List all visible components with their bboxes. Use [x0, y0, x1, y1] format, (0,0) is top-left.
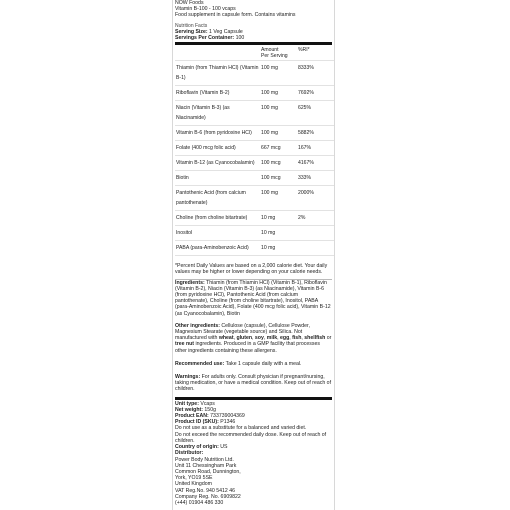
- recommended-use-label: Recommended use:: [175, 360, 225, 367]
- nutrition-row: [175, 171, 334, 186]
- other-ingredients-section: [175, 323, 332, 354]
- nutrition-table: [175, 45, 334, 256]
- product-details: [175, 401, 332, 506]
- nutrient-amount: 10 mg: [260, 241, 297, 256]
- nutrient-amount: 100 mg: [260, 186, 297, 211]
- nutrient-name: Riboflavin (Vitamin B-2): [175, 86, 260, 101]
- nutrient-name: Biotin: [175, 171, 260, 186]
- allergen-item: milk: [266, 335, 278, 342]
- nutrient-amount: 100 mcg: [260, 156, 297, 171]
- nutrient-amount: 100 mcg: [260, 171, 297, 186]
- nutrient-ri: 5882%: [297, 126, 334, 141]
- header-amount-line2: Per Serving: [261, 53, 288, 60]
- nutrient-amount: 100 mg: [260, 61, 297, 86]
- allergen-item: shellfish: [304, 335, 326, 342]
- other-ingredients-text: Cellulose (capsule), Cellulose Powder, Magnesium Stearate (vegetable source) and Silica. Not manufactured with: [175, 322, 310, 342]
- nutrient-name: Thiamin (from Thiamin HCl) (Vitamin B-1): [175, 61, 260, 86]
- unit-type-label: Unit type:: [175, 400, 199, 407]
- header-ri: %RI*: [297, 45, 334, 61]
- allergen-item: gluten: [236, 335, 252, 342]
- product-info-sheet: [172, 0, 335, 510]
- distributor-line: Company Reg. No. 6909822: [175, 493, 241, 500]
- header-blank: [175, 45, 260, 61]
- allergen-item: soy: [254, 335, 264, 342]
- nutrient-ri: 8333%: [297, 61, 334, 86]
- distributor-address: [175, 457, 332, 507]
- nutrition-row: [175, 241, 334, 256]
- ean-value: 733739004369: [210, 413, 245, 420]
- allergen-item: wheat: [218, 335, 234, 342]
- nutrient-amount: 100 mg: [260, 126, 297, 141]
- nutrition-table-header: [175, 45, 334, 61]
- distributor-line: VAT Reg.No. 940 5412 46: [175, 487, 235, 494]
- distributor-line: York, YO19 5SE: [175, 475, 213, 482]
- nutrient-amount: 10 mg: [260, 211, 297, 226]
- sku-value: P1346: [220, 419, 236, 426]
- nutrition-row: [175, 141, 334, 156]
- recommended-use-section: [175, 361, 332, 367]
- nutrition-row: [175, 101, 334, 126]
- nutrient-amount: 667 mcg: [260, 141, 297, 156]
- distributor-line: Unit 11 Chessingham Park: [175, 462, 237, 469]
- nutrition-row: [175, 156, 334, 171]
- other-ingredients-text2: ingredients. Produced in a GMP facility that processes other ingredients containing these allergens.: [175, 341, 320, 354]
- distributor-line: United Kingdom: [175, 481, 212, 488]
- nutrient-ri: 7692%: [297, 86, 334, 101]
- ingredients-section: [175, 280, 332, 317]
- usage-note-2: Do not exceed the recommended daily dose. Keep out of reach of children.: [175, 431, 327, 444]
- servings-label: Servings Per Container:: [175, 35, 235, 42]
- details-divider: [175, 397, 332, 400]
- serving-size-label: Serving Size:: [175, 28, 208, 35]
- other-ingredients-label: Other ingredients:: [175, 322, 220, 329]
- product-description: Food supplement in capsule form. Contains vitamins: [175, 12, 296, 19]
- nutrient-ri: 4167%: [297, 156, 334, 171]
- nutrition-row: [175, 226, 334, 241]
- nutrition-row: [175, 61, 334, 86]
- nutrient-amount: 100 mg: [260, 101, 297, 126]
- nutrient-name: PABA (para-Aminobenzoic Acid): [175, 241, 260, 256]
- nutrient-ri: 625%: [297, 101, 334, 126]
- nutrition-row: [175, 186, 334, 211]
- nutrient-ri: [297, 226, 334, 241]
- warnings-section: [175, 374, 332, 393]
- usage-note-1: Do not use as a substitute for a balanced and varied diet.: [175, 425, 307, 432]
- nutrient-name: Choline (from choline bitartrate): [175, 211, 260, 226]
- nutrient-name: Niacin (Vitamin B-3) (as Niacinamide): [175, 101, 260, 126]
- allergen-item: egg: [280, 335, 290, 342]
- distributor-line: Power Body Nutrition Ltd.: [175, 456, 234, 463]
- product-header: [175, 0, 332, 19]
- nutrient-name: Pantothenic Acid (from calcium pantothenate): [175, 186, 260, 211]
- nutrient-name: Vitamin B-6 (from pyridoxine HCl): [175, 126, 260, 141]
- servings-value: 100: [235, 35, 245, 42]
- country-label: Country of origin:: [175, 444, 219, 451]
- sku-label: Product ID (SKU):: [175, 419, 219, 426]
- brand-name: NOW Foods: [175, 0, 204, 6]
- warnings-text: For adults only. Consult physician if pregnant/nursing, taking medication, or have a medical condition. Keep out of reach of children.: [175, 374, 332, 393]
- allergen-item: fish: [292, 335, 302, 342]
- ean-label: Product EAN:: [175, 413, 209, 420]
- daily-value-footnote: *Percent Daily Values are based on a 2,000 calorie diet. Your daily values may be higher or lower depending on your calorie needs.: [175, 263, 328, 276]
- nutrient-ri: 2%: [297, 211, 334, 226]
- serving-size-value: 1 Veg Capsule: [209, 28, 243, 35]
- nutrient-name: Vitamin B-12 (as Cyanocobalamin): [175, 156, 260, 171]
- nutrient-ri: 2000%: [297, 186, 334, 211]
- header-amount-line1: Amount: [261, 47, 279, 54]
- net-weight-label: Net weight:: [175, 406, 203, 413]
- nutrition-row: [175, 86, 334, 101]
- warnings-label: Warnings:: [175, 374, 201, 381]
- nutrition-facts-title: Nutrition Facts: [175, 22, 208, 29]
- recommended-use-text: Take 1 capsule daily with a meal.: [225, 360, 302, 367]
- distributor-line: (+44) 01904 486 330: [175, 499, 224, 506]
- nutrient-name: Inositol: [175, 226, 260, 241]
- servings-per-container: [175, 35, 332, 41]
- product-name: Vitamin B-100 - 100 vcaps: [175, 6, 236, 13]
- header-amount: [260, 45, 297, 61]
- ingredients-text: Thiamin (from Thiamin HCl) (Vitamin B-1), Riboflavin (Vitamin B-2), Niacin (Vitamin B-3) (as Niacinamide), Vitamin B-6 (from pyridoxine HCl), Pantothenic Acid (from calcium pantothenate), Choline (from choline bitartrate), Inositol, PABA (para-Aminobenzoic Acid), Folate (400 mcg folic acid), Vitamin B-12 (as Cyanocobalamin), Biotin: [175, 279, 331, 317]
- allergen-list: wheat, gluten, soy, milk, egg, fish, shellfish or tree nut: [175, 335, 332, 348]
- country-value: US: [220, 444, 228, 451]
- nutrient-name: Folate (400 mcg folic acid): [175, 141, 260, 156]
- ingredients-label: Ingredients:: [175, 279, 205, 286]
- nutrient-ri: 167%: [297, 141, 334, 156]
- nutrient-ri: [297, 241, 334, 256]
- nutrient-ri: 333%: [297, 171, 334, 186]
- distributor-line: Common Road, Dunnington,: [175, 468, 241, 475]
- nutrition-row: [175, 211, 334, 226]
- net-weight-value: 150g: [204, 406, 216, 413]
- nutrient-amount: 10 mg: [260, 226, 297, 241]
- nutrition-row: [175, 126, 334, 141]
- nutrient-amount: 100 mg: [260, 86, 297, 101]
- distributor-label: Distributor:: [175, 450, 204, 457]
- allergen-item: tree nut: [175, 341, 195, 348]
- unit-type-value: Vcaps: [200, 400, 215, 407]
